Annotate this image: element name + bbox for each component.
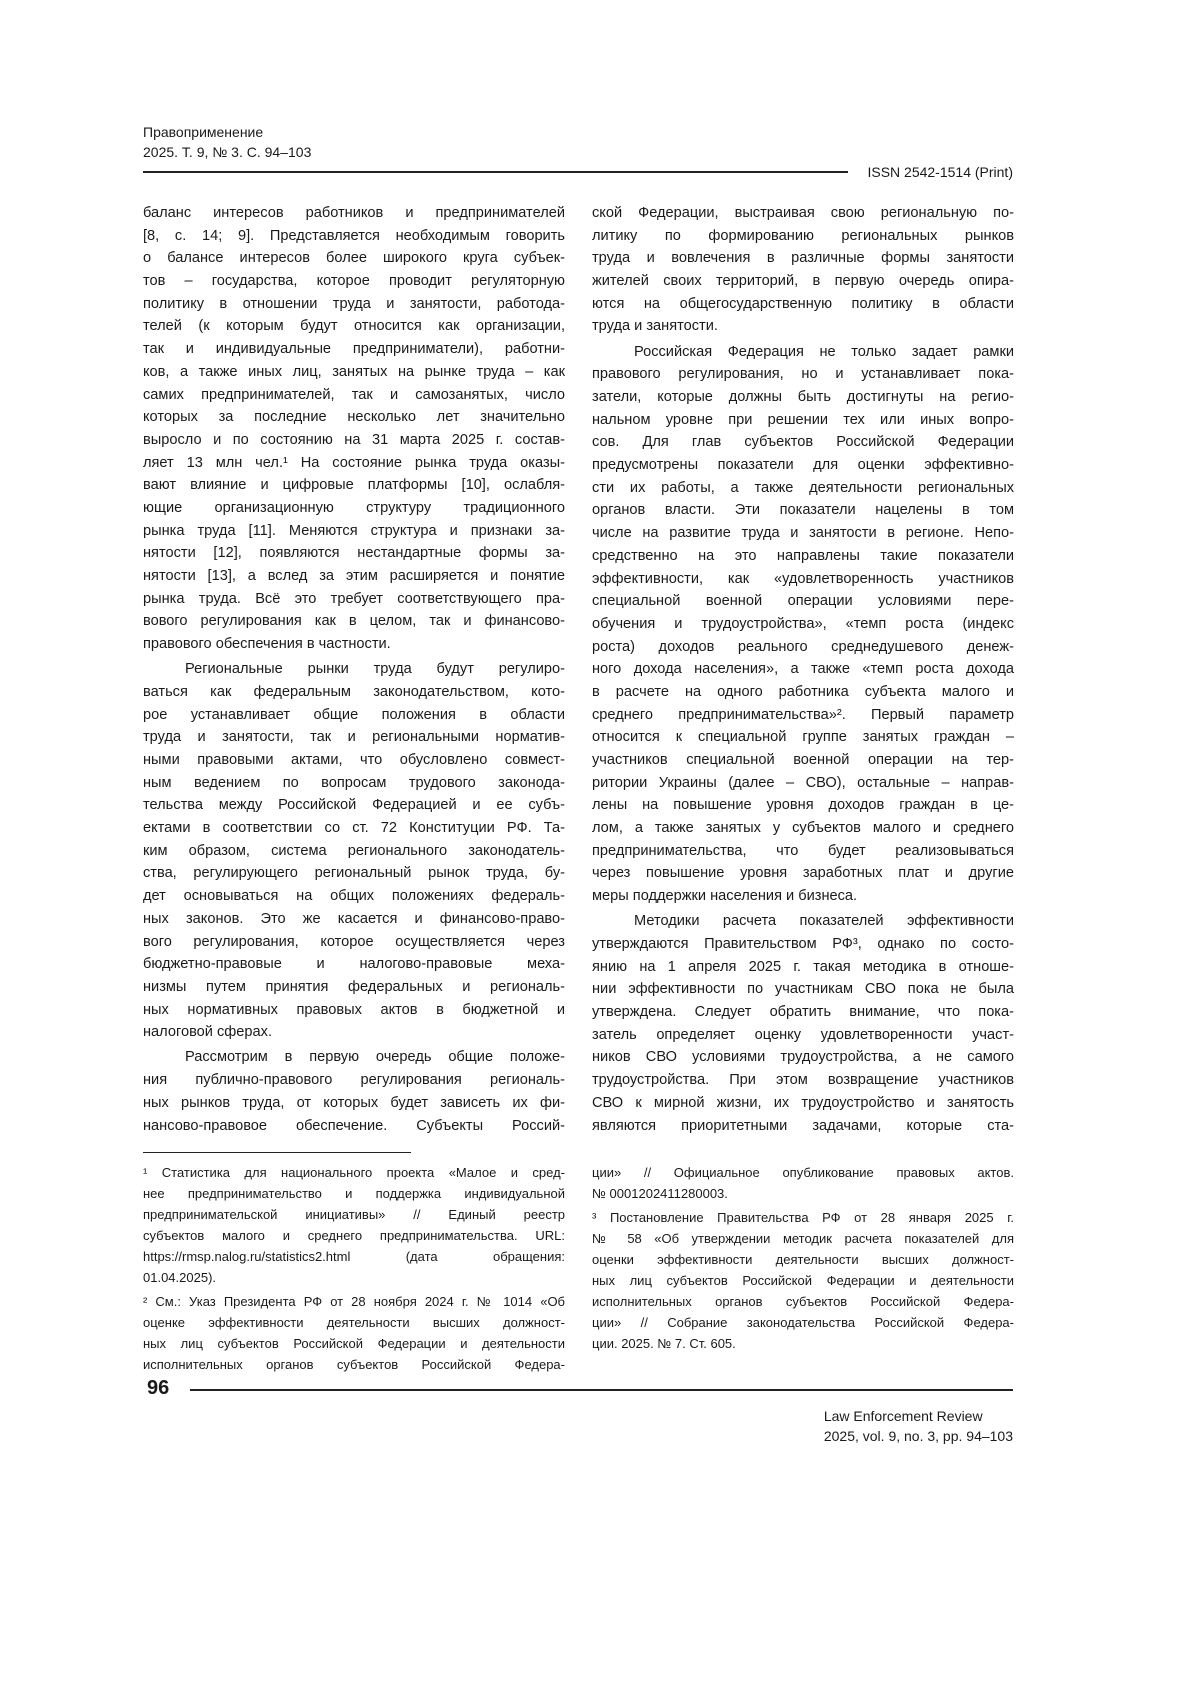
text-line: самих предпринимателей, так и самозанятых, число xyxy=(143,384,565,407)
text-line: ким образом, система регионального законодатель- xyxy=(143,840,565,863)
text-line: тельства между Российской Федерацией и ее субъ- xyxy=(143,794,565,817)
text-line: лом, а также занятых у субъектов малого и среднего xyxy=(592,817,1014,840)
text-line: правового регулирования, но и устанавливает пока- xyxy=(592,363,1014,386)
text-line: дет основываться на общих положениях федераль- xyxy=(143,885,565,908)
text-line: 01.04.2025). xyxy=(143,1267,565,1288)
text-line: среднего предпринимательства»². Первый параметр xyxy=(592,704,1014,727)
text-line: в расчете на одного работника субъекта малого и xyxy=(592,681,1014,704)
text-line: ции» // Собрание законодательства Российской Федера- xyxy=(592,1312,1014,1333)
paragraph xyxy=(143,202,565,656)
text-line: правового обеспечения в частности. xyxy=(143,633,565,656)
footnote-separator xyxy=(143,1152,411,1153)
text-line: ¹ Статистика для национального проекта «Малое и сред- xyxy=(143,1162,565,1183)
text-line: [8, с. 14; 9]. Представляется необходимым говорить xyxy=(143,225,565,248)
text-line: затели, которые должны быть достигнуты на регио- xyxy=(592,386,1014,409)
paragraph xyxy=(592,202,1014,338)
text-line: налоговой сферах. xyxy=(143,1021,565,1044)
text-line: предпринимательской инициативы» // Единый реестр xyxy=(143,1204,565,1225)
text-line: вого регулирования, которое осуществляется через xyxy=(143,931,565,954)
text-line: бюджетно-правовые и налогово-правовые меха- xyxy=(143,953,565,976)
text-line: ляет 13 млн чел.¹ На состояние рынка труда оказы- xyxy=(143,452,565,475)
paragraph xyxy=(592,910,1014,1137)
text-line: субъектов малого и среднего предпринимательства. URL: xyxy=(143,1225,565,1246)
left-text-column xyxy=(143,202,565,1137)
header-rule xyxy=(143,171,848,173)
text-line: средственно на это направлены такие показатели xyxy=(592,545,1014,568)
text-line: ных законов. Это же касается и финансово-право- xyxy=(143,908,565,931)
text-line: низмы путем принятия федеральных и региональ- xyxy=(143,976,565,999)
text-line: органов власти. Эти показатели нацелены в том xyxy=(592,499,1014,522)
text-line: специальной военной операции условиями пере- xyxy=(592,590,1014,613)
text-line: вают влияние и цифровые платформы [10], ослабля- xyxy=(143,474,565,497)
footer-rule xyxy=(190,1389,1013,1391)
text-line: ным ведением по вопросам трудового законода- xyxy=(143,772,565,795)
text-line: нятости [13], а вслед за этим расширяется и понятие xyxy=(143,565,565,588)
text-line: о балансе интересов более широкого круга субъек- xyxy=(143,247,565,270)
text-line: № 0001202411280003. xyxy=(592,1183,1014,1204)
running-footer xyxy=(824,1406,1013,1446)
text-line: исполнительных органов субъектов Российской Федера- xyxy=(143,1354,565,1375)
text-line: ного дохода населения», а также «темп роста дохода xyxy=(592,658,1014,681)
text-line: выросло и по состоянию на 31 марта 2025 г. состав- xyxy=(143,429,565,452)
text-line: трудоустройства. При этом возвращение участников xyxy=(592,1069,1014,1092)
text-line: труда и занятости, так и региональными норматив- xyxy=(143,726,565,749)
right-text-column xyxy=(592,202,1014,1137)
text-line: вового регулирования как в целом, так и финансово- xyxy=(143,610,565,633)
footnotes-right xyxy=(592,1162,1014,1354)
text-line: телей (к которым будут относится как организации, xyxy=(143,315,565,338)
text-line: ² См.: Указ Президента РФ от 28 ноября 2024 г. № 1014 «Об xyxy=(143,1291,565,1312)
text-line: обучения и трудоустройства», «темп роста (индекс xyxy=(592,613,1014,636)
text-line: https://rmsp.nalog.ru/statistics2.html (дата обращения: xyxy=(143,1246,565,1267)
text-line: ных рынков труда, от которых будет зависеть их фи- xyxy=(143,1092,565,1115)
text-line: тов – государства, которое проводит регуляторную xyxy=(143,270,565,293)
text-line: ритории Украины (далее – СВО), остальные – направ- xyxy=(592,772,1014,795)
text-line: так и индивидуальные предприниматели), работни- xyxy=(143,338,565,361)
text-line: ющие организационную структуру традиционного xyxy=(143,497,565,520)
paragraph xyxy=(143,658,565,1044)
footnote xyxy=(592,1162,1014,1204)
text-line: ных нормативных правовых актов в бюджетной и xyxy=(143,999,565,1022)
text-line: рынка труда [11]. Меняются структура и признаки за- xyxy=(143,520,565,543)
text-line: числе на развитие труда и занятости в регионе. Непо- xyxy=(592,522,1014,545)
text-line: политику в отношении труда и занятости, работода- xyxy=(143,293,565,316)
text-line: баланс интересов работников и предпринимателей xyxy=(143,202,565,225)
text-line: ваться как федеральным законодательством, кото- xyxy=(143,681,565,704)
text-line: Региональные рынки труда будут регулиро- xyxy=(143,658,565,681)
paragraph xyxy=(592,341,1014,908)
text-line: сов. Для глав субъектов Российской Федерации xyxy=(592,431,1014,454)
text-line: участников специальной военной операции на тер- xyxy=(592,749,1014,772)
text-line: оценки эффективности деятельности высших должност- xyxy=(592,1249,1014,1270)
text-line: нансово-правовое обеспечение. Субъекты Россий- xyxy=(143,1115,565,1138)
text-line: Методики расчета показателей эффективности xyxy=(592,910,1014,933)
text-line: труда и вовлечения в различные формы занятости xyxy=(592,247,1014,270)
text-line: ской Федерации, выстраивая свою региональную по- xyxy=(592,202,1014,225)
text-line: СВО к мирной жизни, их трудоустройство и занятость xyxy=(592,1092,1014,1115)
text-line: Рассмотрим в первую очередь общие положе- xyxy=(143,1046,565,1069)
text-line: ных лиц субъектов Российской Федерации и деятельности xyxy=(592,1270,1014,1291)
text-line: утверждена. Следует обратить внимание, что пока- xyxy=(592,1001,1014,1024)
paragraph xyxy=(143,1046,565,1137)
text-line: ³ Постановление Правительства РФ от 28 января 2025 г. xyxy=(592,1207,1014,1228)
text-line: ции» // Официальное опубликование правовых актов. xyxy=(592,1162,1014,1183)
page-number: 96 xyxy=(147,1377,169,1400)
footnote xyxy=(592,1207,1014,1354)
text-line: рое устанавливает общие положения в области xyxy=(143,704,565,727)
text-line: труда и занятости. xyxy=(592,315,1014,338)
text-line: исполнительных органов субъектов Российской Федера- xyxy=(592,1291,1014,1312)
footnote xyxy=(143,1291,565,1375)
text-line: относится к специальной группе занятых граждан – xyxy=(592,726,1014,749)
text-line: оценке эффективности деятельности высших должност- xyxy=(143,1312,565,1333)
footnotes-left xyxy=(143,1162,565,1375)
text-line: предпринимательства, что будет реализовываться xyxy=(592,840,1014,863)
text-line: через повышение уровня заработных плат и другие xyxy=(592,862,1014,885)
text-line: затель определяет оценку удовлетворенности участ- xyxy=(592,1024,1014,1047)
text-line: ков, а также иных лиц, занятых на рынке труда – как xyxy=(143,361,565,384)
text-line: литику по формированию региональных рынков xyxy=(592,225,1014,248)
text-line: рынка труда. Всё это требует соответствующего пра- xyxy=(143,588,565,611)
text-line: лены на повышение уровня доходов граждан в це- xyxy=(592,794,1014,817)
text-line: ных лиц субъектов Российской Федерации и деятельности xyxy=(143,1333,565,1354)
text-line: ются на общегосударственную политику в области xyxy=(592,293,1014,316)
text-line: жителей своих территорий, в первую очередь опира- xyxy=(592,270,1014,293)
issn: ISSN 2542-1514 (Print) xyxy=(867,162,1013,182)
running-header xyxy=(143,122,311,162)
text-line: Российская Федерация не только задает рамки xyxy=(592,341,1014,364)
text-line: которых за последние несколько лет значительно xyxy=(143,406,565,429)
journal-title: Правоприменение xyxy=(143,122,311,142)
text-line: утверждаются Правительством РФ³, однако по состо- xyxy=(592,933,1014,956)
footnote xyxy=(143,1162,565,1288)
text-line: нее предпринимательство и поддержка индивидуальной xyxy=(143,1183,565,1204)
text-line: ников СВО условиями трудоустройства, а не самого xyxy=(592,1046,1014,1069)
text-line: нии эффективности по участникам СВО пока не была xyxy=(592,978,1014,1001)
text-line: нальном уровне при решении тех или иных вопро- xyxy=(592,409,1014,432)
text-line: предусмотрены показатели для оценки эффективно- xyxy=(592,454,1014,477)
journal-citation: 2025. Т. 9, № 3. С. 94–103 xyxy=(143,142,311,162)
text-line: роста) доходов реального среднедушевого денеж- xyxy=(592,636,1014,659)
text-line: ции. 2025. № 7. Ст. 605. xyxy=(592,1333,1014,1354)
text-line: нятости [12], появляются нестандартные формы за- xyxy=(143,542,565,565)
text-line: меры поддержки населения и бизнеса. xyxy=(592,885,1014,908)
text-line: ства, регулирующего региональный рынок труда, бу- xyxy=(143,862,565,885)
text-line: № 58 «Об утверждении методик расчета показателей для xyxy=(592,1228,1014,1249)
text-line: являются приоритетными задачами, которые ста- xyxy=(592,1115,1014,1138)
text-line: эффективности, как «удовлетворенность участников xyxy=(592,568,1014,591)
text-line: ектами в соответствии со ст. 72 Конституции РФ. Та- xyxy=(143,817,565,840)
text-line: сти их работы, а также деятельности региональных xyxy=(592,477,1014,500)
text-line: ными правовыми актами, что обусловлено совмест- xyxy=(143,749,565,772)
journal-title-en: Law Enforcement Review xyxy=(824,1406,1013,1426)
journal-citation-en: 2025, vol. 9, no. 3, pp. 94–103 xyxy=(824,1426,1013,1446)
text-line: янию на 1 апреля 2025 г. такая методика в отноше- xyxy=(592,956,1014,979)
text-line: ния публично-правового регулирования региональ- xyxy=(143,1069,565,1092)
